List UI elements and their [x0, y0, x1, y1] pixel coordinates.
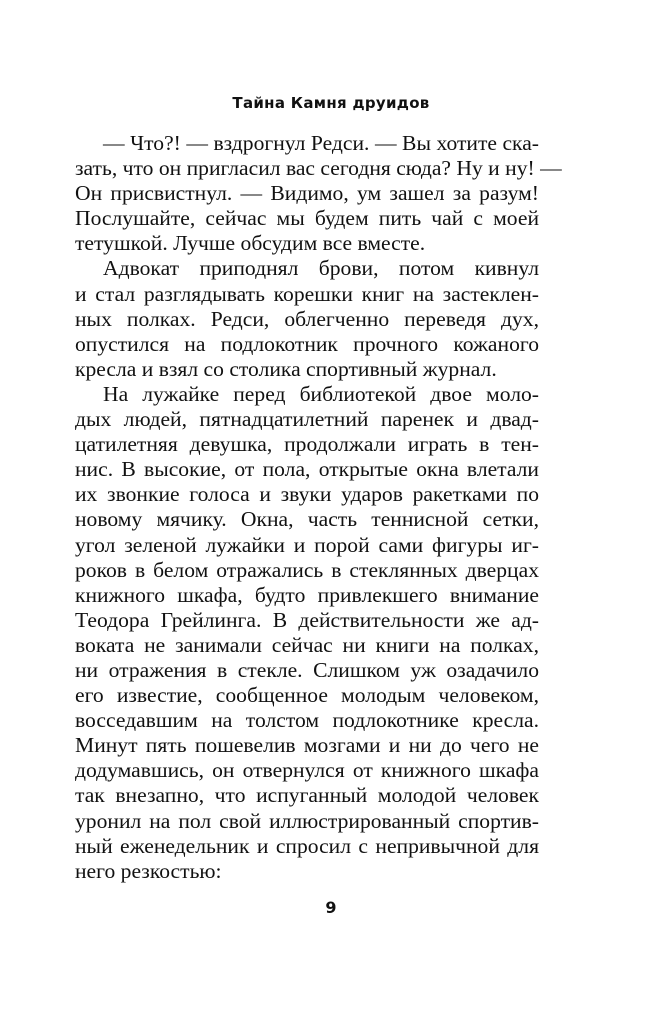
text-line: книжного шкафа, будто привлекшего внимание [75, 582, 539, 607]
text-line: так внезапно, что испуганный молодой человек [75, 783, 539, 808]
text-line: ни отражения в стекле. Слишком уж озадачило [75, 657, 539, 682]
text-line: — Что?! — вздрогнул Редси. — Вы хотите ска- [103, 131, 539, 155]
text-line: кресла и взял со столика спортивный журнал. [75, 356, 497, 381]
text-line: На лужайке перед библиотекой двое моло- [103, 381, 539, 406]
running-head: Тайна Камня друидов [232, 94, 430, 112]
paragraph [75, 382, 539, 884]
text-line: его известие, сообщенное молодым человеком, [75, 683, 539, 708]
text-line: дых людей, пятнадцатилетний паренек и двад- [75, 407, 539, 432]
text-line: ных полках. Редси, облегченно переведя дух, [75, 306, 539, 331]
paragraph [75, 256, 539, 381]
text-line: роков в белом отражались в стеклянных дверцах [75, 557, 539, 582]
text-line: и стал разглядывать корешки книг на застеклен- [75, 281, 539, 306]
text-line: опустился на подлокотник прочного кожаного [75, 331, 539, 356]
text-line: их звонкие голоса и звуки ударов ракетками по [75, 482, 539, 507]
text-line: воката не занимали сейчас ни книги на полках, [75, 632, 539, 657]
text-line: Он присвистнул. — Видимо, ум зашел за разум! [75, 181, 539, 206]
text-line: зать, что он пригласил вас сегодня сюда? Ну и ну! — [75, 156, 562, 181]
text-line: Теодора Грейлинга. В действительности же ад- [75, 607, 539, 632]
text-line: цатилетняя девушка, продолжали играть в тен- [75, 432, 539, 457]
text-line: Минут пять пошевелив мозгами и ни до чего не [75, 733, 539, 758]
body-text [75, 131, 562, 884]
text-line: новому мячику. Окна, часть теннисной сетки, [75, 507, 539, 532]
text-line: ный еженедельник и спросил с непривычной для [75, 833, 539, 858]
page-number: 9 [325, 898, 337, 917]
text-line: угол зеленой лужайки и порой сами фигуры иг- [75, 532, 539, 557]
text-line: уронил на пол свой иллюстрированный спортив- [75, 808, 539, 833]
text-line: тетушкой. Лучше обсудим все вместе. [75, 231, 426, 256]
text-line: Послушайте, сейчас мы будем пить чай с моей [75, 206, 539, 231]
text-line: нис. В высокие, от пола, открытые окна влетали [75, 457, 539, 482]
text-line: восседавшим на толстом подлокотнике кресла. [75, 708, 539, 733]
text-line: додумавшись, он отвернулся от книжного шкафа [75, 758, 539, 783]
text-line: него резкостью: [75, 858, 222, 883]
paragraph [75, 131, 562, 256]
text-line: Адвокат приподнял брови, потом кивнул [103, 256, 539, 281]
